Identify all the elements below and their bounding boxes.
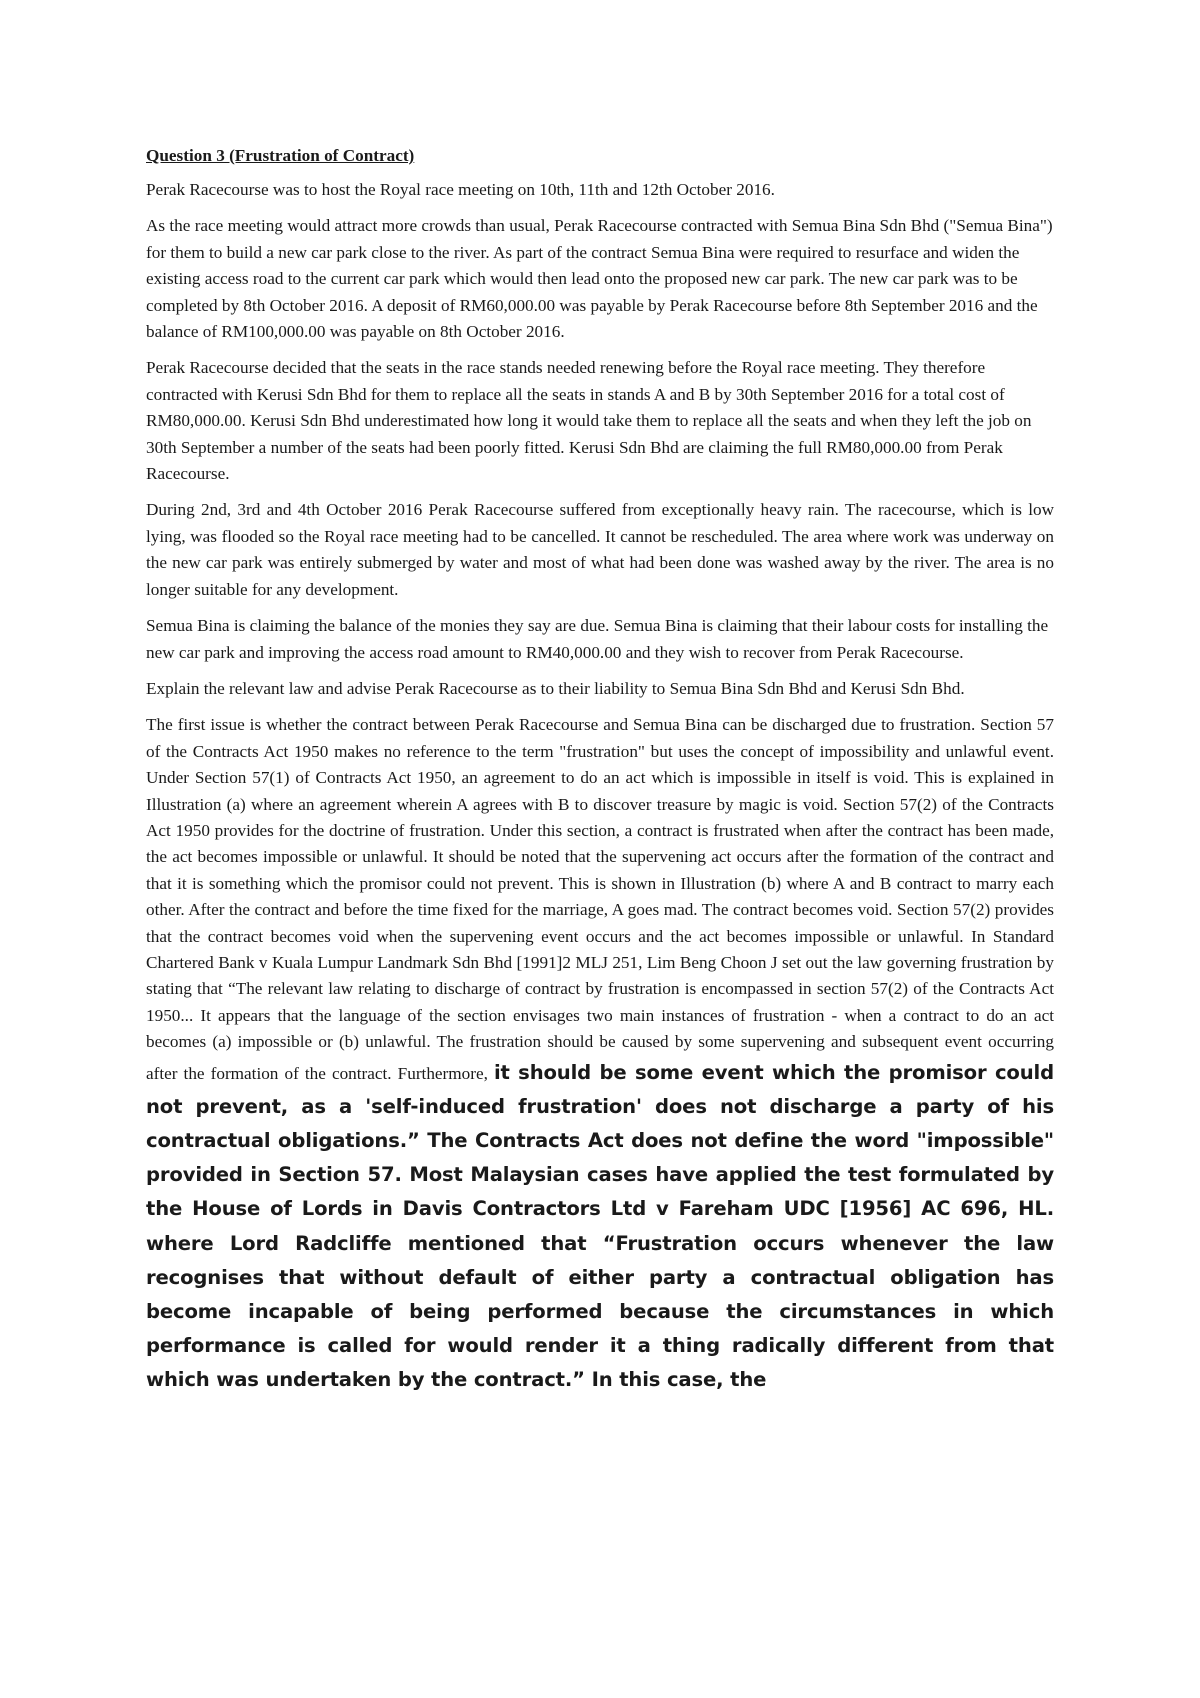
paragraph-kerusi-contract: Perak Racecourse decided that the seats in the race stands needed renewing before the Royal race meeting. They therefore contracted with Kerusi Sdn Bhd for them to replace all the seats in stands A and B by 30th September 2016 for a total cost of RM80,000.00. Kerusi Sdn Bhd underestimated how long it would take them to replace all the seats and when they left the job on 30th September a number of the seats had been poorly fitted. Kerusi Sdn Bhd are claiming the full RM80,000.00 from Perak Racecourse. xyxy=(146,358,1032,484)
answer-text-serif: The first issue is whether the contract between Perak Racecourse and Semua Bina can be discharged due to frustration. Section 57 of the Contracts Act 1950 makes no reference to the term "frustration" but uses the concept of impossibility and unlawful event. Under Section 57(1) of Contracts Act 1950, an agreement to do an act which is impossible in itself is void. This is explained in Illustration (a) where an agreement wherein A agrees with B to discover treasure by magic is void. Section 57(2) of the Contracts Act 1950 provides for the doctrine of frustration. Under this section, a contract is frustrated when after the contract has been made, the act becomes impossible or unlawful. It should be noted that the supervening act occurs after the formation of the contract and that it is something which the promisor could not prevent. This is shown in Illustration (b) where A and B contract to marry each other. After the contract and before the time fixed for the marriage, A goes mad. The contract becomes void. Section 57(2) provides that the contract becomes void when the supervening event occurs and the act becomes impossible or unlawful. In Standard Chartered Bank v Kuala Lumpur Landmark Sdn Bhd [1991]2 MLJ 251, Lim Beng Choon J set out the law governing frustration by stating that “The relevant law relating to discharge of contract by frustration is encompassed in section 57(2) of the Contracts Act 1950... It appears that the language of the section envisages two main instances of frustration - when a contract to do an act becomes (a) impossible or (b) unlawful. The frustration should be caused by some supervening and subsequent event occurring after the formation of the contract. Furthermore, xyxy=(146,715,1054,1083)
paragraph-semua-bina-contract: As the race meeting would attract more crowds than usual, Perak Racecourse contracted with Semua Bina Sdn Bhd ("Semua Bina") for them to build a new car park close to the river. As part of the contract Semua Bina were required to resurface and widen the existing access road to the current car park which would then lead onto the proposed new car park. The new car park was to be completed by 8th October 2016. A deposit of RM60,000.00 was payable by Perak Racecourse before 8th September 2016 and the balance of RM100,000.00 was payable on 8th October 2016. xyxy=(146,216,1053,342)
answer-text-bold: it should be some event which the promisor could not prevent, as a 'self-induced frustration' does not discharge a party of his contractual obligations.” The Contracts Act does not define the word "impossible" provided in Section 57. Most Malaysian cases have applied the test formulated by the House of Lords in Davis Contractors Ltd v Fareham UDC [1956] AC 696, HL. where Lord Radcliffe mentioned that “Frustration occurs whenever the law recognises that without default of either party a contractual obligation has become incapable of being performed because the circumstances in which performance is called for would render it a thing radically different from that which was undertaken by the contract.” In this case, the xyxy=(146,1060,1054,1392)
paragraph-race-meeting: Perak Racecourse was to host the Royal race meeting on 10th, 11th and 12th October 2016. xyxy=(146,180,775,199)
document-body xyxy=(146,143,1054,1398)
answer-paragraph xyxy=(146,712,1054,1397)
paragraph-question-instruction: Explain the relevant law and advise Perak Racecourse as to their liability to Semua Bina Sdn Bhd and Kerusi Sdn Bhd. xyxy=(146,678,965,698)
question-heading: Question 3 (Frustration of Contract) xyxy=(146,146,415,165)
paragraph-heavy-rain: During 2nd, 3rd and 4th October 2016 Perak Racecourse suffered from exceptionally heavy rain. The racecourse, which is low lying, was flooded so the Royal race meeting had to be cancelled. It cannot be rescheduled. The area where work was underway on the new car park was entirely submerged by water and most of what had been done was washed away by the river. The area is no longer suitable for any development. xyxy=(146,500,1054,599)
paragraph-semua-bina-claim: Semua Bina is claiming the balance of the monies they say are due. Semua Bina is claiming that their labour costs for installing the new car park and improving the access road amount to RM40,000.00 and they wish to recover from Perak Racecourse. xyxy=(146,616,1049,662)
